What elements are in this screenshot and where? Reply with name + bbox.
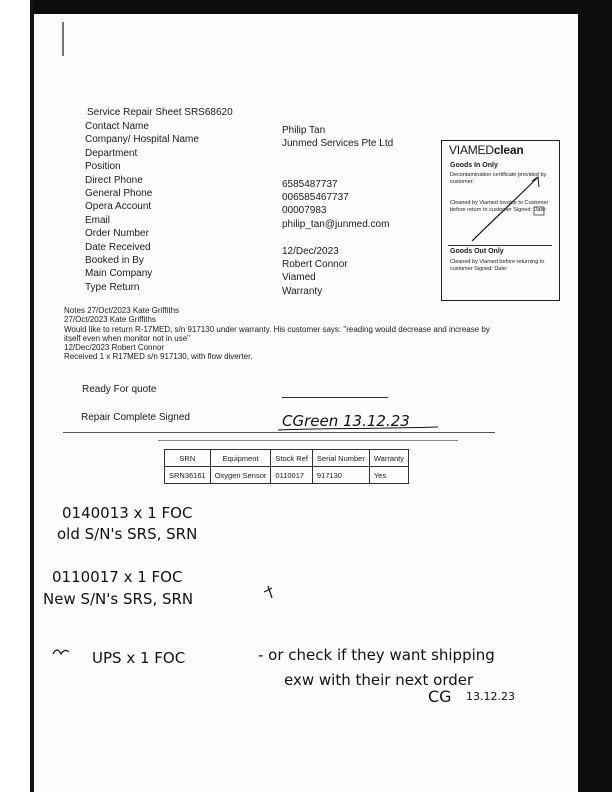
goods-in-title: Goods In Only <box>450 162 498 169</box>
signature-text: CGreen 13.12.23 <box>282 412 410 430</box>
hand-line-1: 0140013 x 1 FOC <box>62 504 193 522</box>
logo-regular: VIAMED <box>449 143 494 157</box>
cell-srn: SRN36161 <box>165 467 211 484</box>
hand-line-5: UPS x 1 FOC <box>92 649 186 667</box>
cell-equipment: Oxygen Sensor <box>210 467 271 484</box>
note-line: 12/Dec/2023 Robert Connor <box>64 343 165 353</box>
value-date-received: 12/Dec/2023 <box>282 245 339 257</box>
label-position: Position <box>85 161 121 173</box>
label-opera-account: Opera Account <box>85 201 152 213</box>
cell-stock-ref: 0110017 <box>271 467 313 484</box>
label-main-company: Main Company <box>85 268 153 280</box>
goods-out-title: Goods Out Only <box>450 248 504 255</box>
label-order-number: Order Number <box>85 228 149 240</box>
label-general-phone: General Phone <box>85 187 153 199</box>
goods-out-text: Cleaned by Viamed before returning to customer Signed: Date: <box>450 259 545 272</box>
value-contact-name: Philip Tan <box>282 125 326 136</box>
col-stock-ref: Stock Ref <box>271 450 313 467</box>
value-type-return: Warranty <box>282 285 323 297</box>
label-department: Department <box>85 147 138 159</box>
col-equipment: Equipment <box>210 450 271 467</box>
value-direct-phone: 6585487737 <box>282 178 338 190</box>
label-contact-name: Contact Name <box>85 121 149 132</box>
ready-for-quote-label: Ready For quote <box>82 384 157 395</box>
hand-initials: CG <box>428 687 452 706</box>
value-booked-in-by: Robert Connor <box>282 258 348 270</box>
hand-line-4: New S/N's SRS, SRN <box>43 590 194 608</box>
cell-warranty: Yes <box>369 467 408 484</box>
label-type-return: Type Return <box>85 281 140 293</box>
value-company: Junmed Services Pte Ltd <box>282 138 394 150</box>
hand-line-3: 0110017 x 1 FOC <box>52 568 183 586</box>
note-line: Notes 27/Oct/2023 Kate Griffiths <box>64 306 180 315</box>
goods-in-text: Decontamination certificate provided by customer: <box>450 172 547 185</box>
hand-scribble-mark <box>264 586 272 598</box>
logo-bold: clean <box>493 143 524 157</box>
hand-line-6: exw with their next order <box>284 671 474 689</box>
note-line: Would like to return R-17MED, s/n 917130 under warranty. His customer says: "reading would decrease and increase by <box>64 324 490 334</box>
label-date-received: Date Received <box>85 241 151 253</box>
note-line: itself even when monitor not in use" <box>64 333 191 343</box>
hand-date: 13.12.23 <box>466 690 515 703</box>
label-email: Email <box>85 214 111 226</box>
sheet-title: Service Repair Sheet SRS68620 <box>87 107 233 118</box>
value-email: philip_tan@junmed.com <box>282 218 390 230</box>
value-main-company: Viamed <box>282 272 316 284</box>
repair-complete-label: Repair Complete Signed <box>81 412 190 423</box>
label-booked-in-by: Booked in By <box>85 254 144 266</box>
hand-line-5-note: - or check if they want shipping <box>258 646 495 664</box>
label-company: Company/ Hospital Name <box>85 134 199 146</box>
note-line: 27/Oct/2023 Kate Griffiths <box>64 315 156 325</box>
label-direct-phone: Direct Phone <box>85 174 143 186</box>
value-general-phone: 006585467737 <box>282 191 349 203</box>
col-srn: SRN <box>165 450 211 467</box>
note-line: Received 1 x R17MED s/n 917130, with flow diverter. <box>64 352 253 362</box>
hand-crossed-out-mark <box>53 650 69 654</box>
cleaned-text: Cleaned by Viamed Invoice to Customer before return to customer Signed: Date: <box>450 200 549 213</box>
hand-line-2: old S/N's SRS, SRN <box>57 525 198 543</box>
cell-serial-number: 917130 <box>312 467 369 484</box>
col-serial-number: Serial Number <box>312 450 369 467</box>
value-opera-account: 00007983 <box>282 205 327 217</box>
col-warranty: Warranty <box>369 450 408 467</box>
